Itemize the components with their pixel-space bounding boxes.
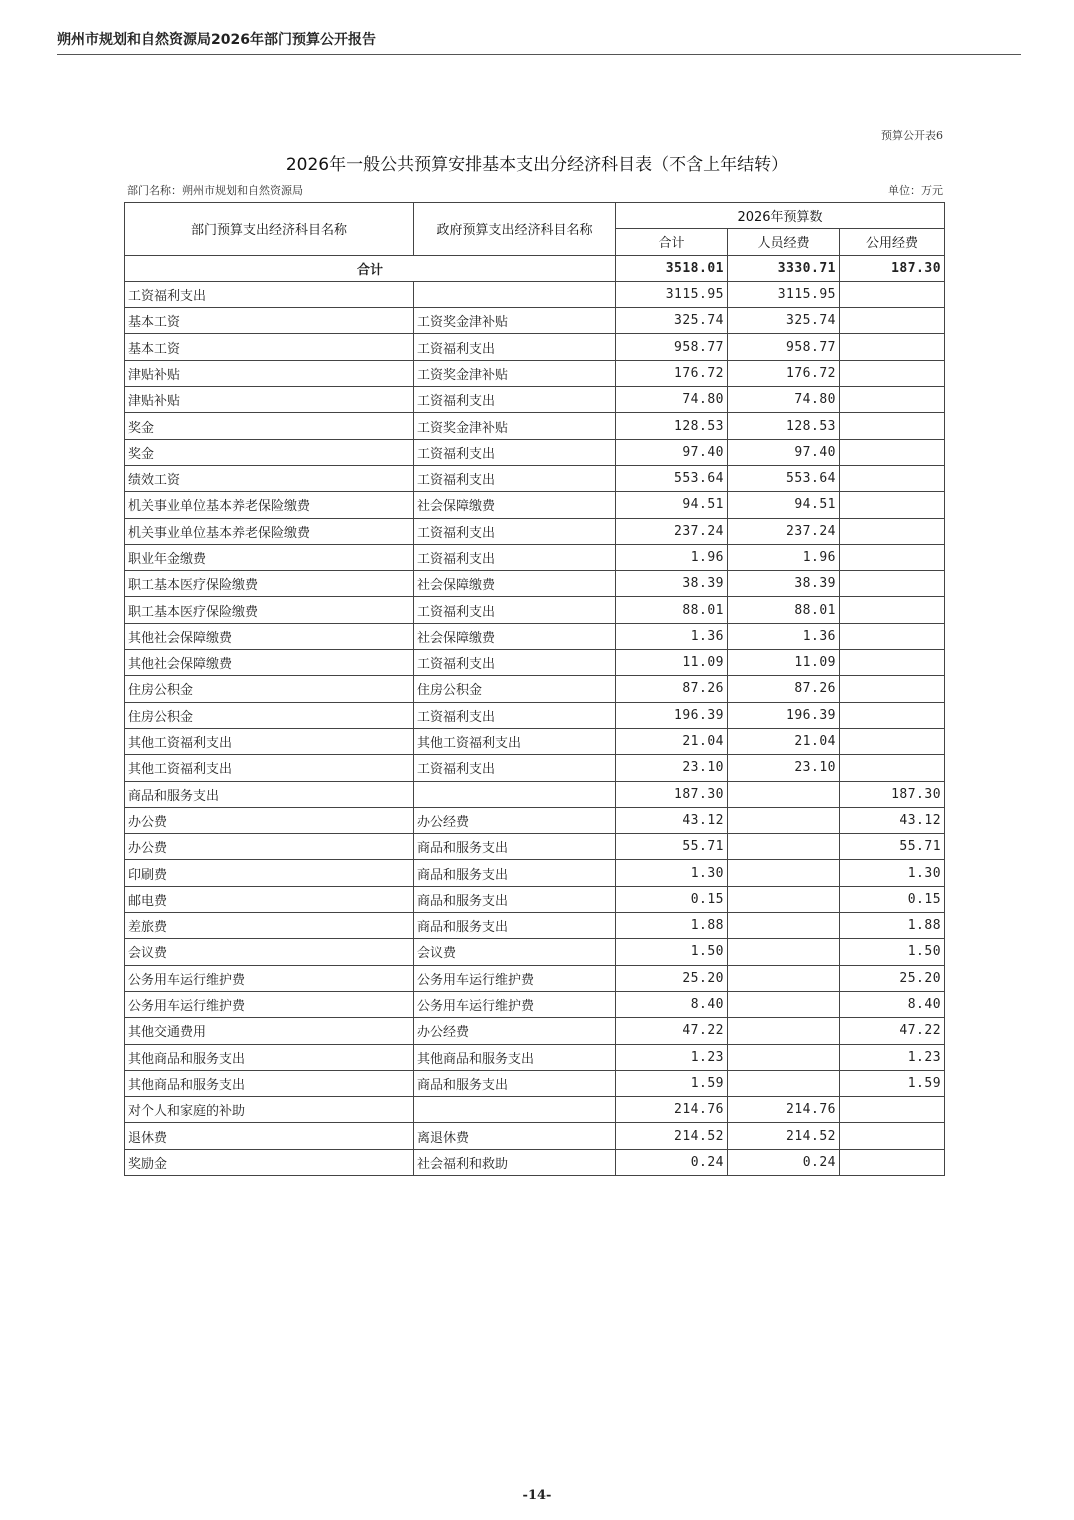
total-cell: 8.40 [616, 991, 728, 1017]
dept-econ-cell: 津贴补贴 [125, 387, 414, 413]
table-row [125, 492, 945, 518]
gov-econ-cell: 工资福利支出 [414, 465, 616, 491]
dept-econ-cell: 会议费 [125, 939, 414, 965]
public-cell: 43.12 [840, 807, 945, 833]
gov-econ-cell: 社会福利和救助 [414, 1149, 616, 1175]
dept-econ-cell: 邮电费 [125, 886, 414, 912]
table-row [125, 597, 945, 623]
dept-econ-cell: 办公费 [125, 834, 414, 860]
gov-econ-cell: 工资福利支出 [414, 439, 616, 465]
dept-econ-cell: 职业年金缴费 [125, 544, 414, 570]
total-personnel: 3330.71 [728, 255, 840, 281]
gov-econ-cell: 工资奖金津补贴 [414, 360, 616, 386]
department-name: 部门名称：朔州市规划和自然资源局 [127, 184, 303, 197]
personnel-cell [728, 1070, 840, 1096]
dept-econ-cell: 奖金 [125, 413, 414, 439]
table-row [125, 623, 945, 649]
header-divider [57, 54, 1021, 55]
personnel-cell: 553.64 [728, 465, 840, 491]
col-header-dept-econ: 部门预算支出经济科目名称 [125, 203, 414, 256]
personnel-cell [728, 886, 840, 912]
table-row [125, 1149, 945, 1175]
public-cell: 25.20 [840, 965, 945, 991]
table-row [125, 755, 945, 781]
public-cell [840, 281, 945, 307]
personnel-cell [728, 913, 840, 939]
gov-econ-cell: 办公经费 [414, 1018, 616, 1044]
total-cell: 1.23 [616, 1044, 728, 1070]
personnel-cell: 94.51 [728, 492, 840, 518]
col-header-budget-group: 2026年预算数 [616, 203, 945, 229]
gov-econ-cell: 商品和服务支出 [414, 886, 616, 912]
gov-econ-cell: 工资奖金津补贴 [414, 413, 616, 439]
personnel-cell: 325.74 [728, 308, 840, 334]
public-cell [840, 439, 945, 465]
table-header [125, 203, 945, 256]
personnel-cell: 21.04 [728, 728, 840, 754]
total-label: 合计 [125, 255, 616, 281]
dept-econ-cell: 其他社会保障缴费 [125, 650, 414, 676]
total-cell: 43.12 [616, 807, 728, 833]
col-header-public: 公用经费 [840, 229, 945, 255]
gov-econ-cell: 办公经费 [414, 807, 616, 833]
personnel-cell: 23.10 [728, 755, 840, 781]
table-row [125, 465, 945, 491]
public-cell [840, 544, 945, 570]
personnel-cell [728, 860, 840, 886]
dept-econ-cell: 办公费 [125, 807, 414, 833]
total-cell: 553.64 [616, 465, 728, 491]
table-row [125, 308, 945, 334]
gov-econ-cell: 工资奖金津补贴 [414, 308, 616, 334]
dept-econ-cell: 其他商品和服务支出 [125, 1070, 414, 1096]
total-cell: 1.88 [616, 913, 728, 939]
table-row [125, 702, 945, 728]
budget-table [124, 202, 945, 1176]
public-cell: 47.22 [840, 1018, 945, 1044]
total-cell: 214.52 [616, 1123, 728, 1149]
total-cell: 196.39 [616, 702, 728, 728]
personnel-cell: 3115.95 [728, 281, 840, 307]
page-number: -14- [522, 1488, 552, 1503]
dept-econ-cell: 公务用车运行维护费 [125, 991, 414, 1017]
gov-econ-cell [414, 781, 616, 807]
gov-econ-cell: 离退休费 [414, 1123, 616, 1149]
gov-econ-cell: 工资福利支出 [414, 334, 616, 360]
public-cell [840, 650, 945, 676]
table-row [125, 1018, 945, 1044]
public-cell [840, 676, 945, 702]
dept-econ-cell: 奖金 [125, 439, 414, 465]
gov-econ-cell: 公务用车运行维护费 [414, 991, 616, 1017]
public-cell [840, 728, 945, 754]
dept-econ-cell: 住房公积金 [125, 676, 414, 702]
table-row [125, 334, 945, 360]
table-row [125, 807, 945, 833]
gov-econ-cell: 其他商品和服务支出 [414, 1044, 616, 1070]
personnel-cell: 214.76 [728, 1097, 840, 1123]
dept-econ-cell: 住房公积金 [125, 702, 414, 728]
gov-econ-cell: 社会保障缴费 [414, 492, 616, 518]
dept-econ-cell: 职工基本医疗保险缴费 [125, 571, 414, 597]
total-cell: 11.09 [616, 650, 728, 676]
gov-econ-cell: 商品和服务支出 [414, 913, 616, 939]
table-row [125, 1070, 945, 1096]
personnel-cell [728, 991, 840, 1017]
dept-econ-cell: 退休费 [125, 1123, 414, 1149]
gov-econ-cell: 社会保障缴费 [414, 571, 616, 597]
dept-econ-cell: 津贴补贴 [125, 360, 414, 386]
public-cell [840, 465, 945, 491]
gov-econ-cell: 工资福利支出 [414, 650, 616, 676]
dept-econ-cell: 机关事业单位基本养老保险缴费 [125, 492, 414, 518]
gov-econ-cell: 社会保障缴费 [414, 623, 616, 649]
public-cell [840, 597, 945, 623]
gov-econ-cell [414, 1097, 616, 1123]
public-cell [840, 1149, 945, 1175]
table-row [125, 676, 945, 702]
personnel-cell [728, 1018, 840, 1044]
dept-econ-cell: 基本工资 [125, 308, 414, 334]
dept-econ-cell: 奖励金 [125, 1149, 414, 1175]
total-cell: 187.30 [616, 781, 728, 807]
total-cell: 88.01 [616, 597, 728, 623]
table-row [125, 650, 945, 676]
category-row [125, 281, 945, 307]
table-row [125, 939, 945, 965]
dept-econ-cell: 其他工资福利支出 [125, 755, 414, 781]
public-cell [840, 334, 945, 360]
public-cell [840, 702, 945, 728]
personnel-cell [728, 834, 840, 860]
public-cell: 1.50 [840, 939, 945, 965]
total-cell: 176.72 [616, 360, 728, 386]
table-row [125, 1123, 945, 1149]
total-cell: 1.36 [616, 623, 728, 649]
table-number: 预算公开表6 [881, 129, 943, 142]
total-cell: 55.71 [616, 834, 728, 860]
public-cell: 55.71 [840, 834, 945, 860]
public-cell [840, 492, 945, 518]
personnel-cell: 1.96 [728, 544, 840, 570]
total-cell: 1.96 [616, 544, 728, 570]
dept-econ-cell: 差旅费 [125, 913, 414, 939]
table-row [125, 1044, 945, 1070]
personnel-cell: 87.26 [728, 676, 840, 702]
gov-econ-cell: 商品和服务支出 [414, 1070, 616, 1096]
public-cell: 0.15 [840, 886, 945, 912]
total-cell: 325.74 [616, 308, 728, 334]
public-cell: 187.30 [840, 781, 945, 807]
col-header-gov-econ: 政府预算支出经济科目名称 [414, 203, 616, 256]
gov-econ-cell: 住房公积金 [414, 676, 616, 702]
personnel-cell: 97.40 [728, 439, 840, 465]
table-row [125, 913, 945, 939]
personnel-cell: 11.09 [728, 650, 840, 676]
gov-econ-cell: 工资福利支出 [414, 387, 616, 413]
public-cell [840, 623, 945, 649]
gov-econ-cell: 工资福利支出 [414, 518, 616, 544]
total-cell: 958.77 [616, 334, 728, 360]
total-cell: 94.51 [616, 492, 728, 518]
gov-econ-cell: 工资福利支出 [414, 597, 616, 623]
personnel-cell [728, 1044, 840, 1070]
public-cell: 1.30 [840, 860, 945, 886]
public-cell [840, 571, 945, 597]
dept-econ-cell: 基本工资 [125, 334, 414, 360]
table-title: 2026年一般公共预算安排基本支出分经济科目表（不含上年结转） [285, 155, 789, 175]
gov-econ-cell: 工资福利支出 [414, 544, 616, 570]
gov-econ-cell: 工资福利支出 [414, 755, 616, 781]
total-cell: 47.22 [616, 1018, 728, 1044]
dept-econ-cell: 绩效工资 [125, 465, 414, 491]
total-cell: 0.24 [616, 1149, 728, 1175]
personnel-cell: 176.72 [728, 360, 840, 386]
table-row [125, 518, 945, 544]
total-amount: 3518.01 [616, 255, 728, 281]
total-cell: 0.15 [616, 886, 728, 912]
dept-econ-cell: 公务用车运行维护费 [125, 965, 414, 991]
category-row [125, 1097, 945, 1123]
table-row [125, 439, 945, 465]
gov-econ-cell: 工资福利支出 [414, 702, 616, 728]
dept-econ-cell: 机关事业单位基本养老保险缴费 [125, 518, 414, 544]
total-cell: 1.50 [616, 939, 728, 965]
public-cell [840, 413, 945, 439]
total-public: 187.30 [840, 255, 945, 281]
total-cell: 97.40 [616, 439, 728, 465]
total-cell: 21.04 [616, 728, 728, 754]
total-cell: 1.30 [616, 860, 728, 886]
total-cell: 87.26 [616, 676, 728, 702]
personnel-cell: 958.77 [728, 334, 840, 360]
dept-econ-cell: 对个人和家庭的补助 [125, 1097, 414, 1123]
public-cell [840, 755, 945, 781]
dept-econ-cell: 印刷费 [125, 860, 414, 886]
table-row [125, 860, 945, 886]
table-row [125, 360, 945, 386]
col-header-personnel: 人员经费 [728, 229, 840, 255]
total-cell: 38.39 [616, 571, 728, 597]
total-cell: 1.59 [616, 1070, 728, 1096]
personnel-cell: 38.39 [728, 571, 840, 597]
table-row [125, 965, 945, 991]
table-row [125, 886, 945, 912]
report-header-title: 朔州市规划和自然资源局2026年部门预算公开报告 [57, 32, 376, 48]
table-row [125, 571, 945, 597]
personnel-cell [728, 965, 840, 991]
personnel-cell: 1.36 [728, 623, 840, 649]
total-cell: 23.10 [616, 755, 728, 781]
dept-econ-cell: 其他商品和服务支出 [125, 1044, 414, 1070]
gov-econ-cell: 会议费 [414, 939, 616, 965]
total-cell: 214.76 [616, 1097, 728, 1123]
public-cell: 1.59 [840, 1070, 945, 1096]
table-row [125, 991, 945, 1017]
gov-econ-cell: 商品和服务支出 [414, 860, 616, 886]
gov-econ-cell: 商品和服务支出 [414, 834, 616, 860]
gov-econ-cell [414, 281, 616, 307]
personnel-cell: 237.24 [728, 518, 840, 544]
public-cell [840, 1097, 945, 1123]
table-row [125, 834, 945, 860]
dept-econ-cell: 其他交通费用 [125, 1018, 414, 1044]
table-row [125, 544, 945, 570]
table-row [125, 728, 945, 754]
public-cell [840, 387, 945, 413]
table-body [125, 255, 945, 1175]
dept-econ-cell: 其他社会保障缴费 [125, 623, 414, 649]
dept-econ-cell: 其他工资福利支出 [125, 728, 414, 754]
public-cell: 8.40 [840, 991, 945, 1017]
personnel-cell: 0.24 [728, 1149, 840, 1175]
category-row [125, 781, 945, 807]
table-row [125, 387, 945, 413]
total-cell: 237.24 [616, 518, 728, 544]
header-row-1 [125, 203, 945, 229]
public-cell: 1.23 [840, 1044, 945, 1070]
unit-label: 单位：万元 [888, 184, 943, 197]
public-cell [840, 360, 945, 386]
public-cell [840, 308, 945, 334]
dept-econ-cell: 职工基本医疗保险缴费 [125, 597, 414, 623]
col-header-total: 合计 [616, 229, 728, 255]
personnel-cell: 128.53 [728, 413, 840, 439]
personnel-cell: 214.52 [728, 1123, 840, 1149]
gov-econ-cell: 公务用车运行维护费 [414, 965, 616, 991]
personnel-cell [728, 939, 840, 965]
total-cell: 74.80 [616, 387, 728, 413]
table-row [125, 413, 945, 439]
public-cell: 1.88 [840, 913, 945, 939]
dept-econ-cell: 商品和服务支出 [125, 781, 414, 807]
total-row [125, 255, 945, 281]
personnel-cell: 74.80 [728, 387, 840, 413]
dept-econ-cell: 工资福利支出 [125, 281, 414, 307]
total-cell: 128.53 [616, 413, 728, 439]
total-cell: 3115.95 [616, 281, 728, 307]
total-cell: 25.20 [616, 965, 728, 991]
personnel-cell [728, 781, 840, 807]
personnel-cell: 196.39 [728, 702, 840, 728]
gov-econ-cell: 其他工资福利支出 [414, 728, 616, 754]
personnel-cell: 88.01 [728, 597, 840, 623]
personnel-cell [728, 807, 840, 833]
public-cell [840, 1123, 945, 1149]
public-cell [840, 518, 945, 544]
